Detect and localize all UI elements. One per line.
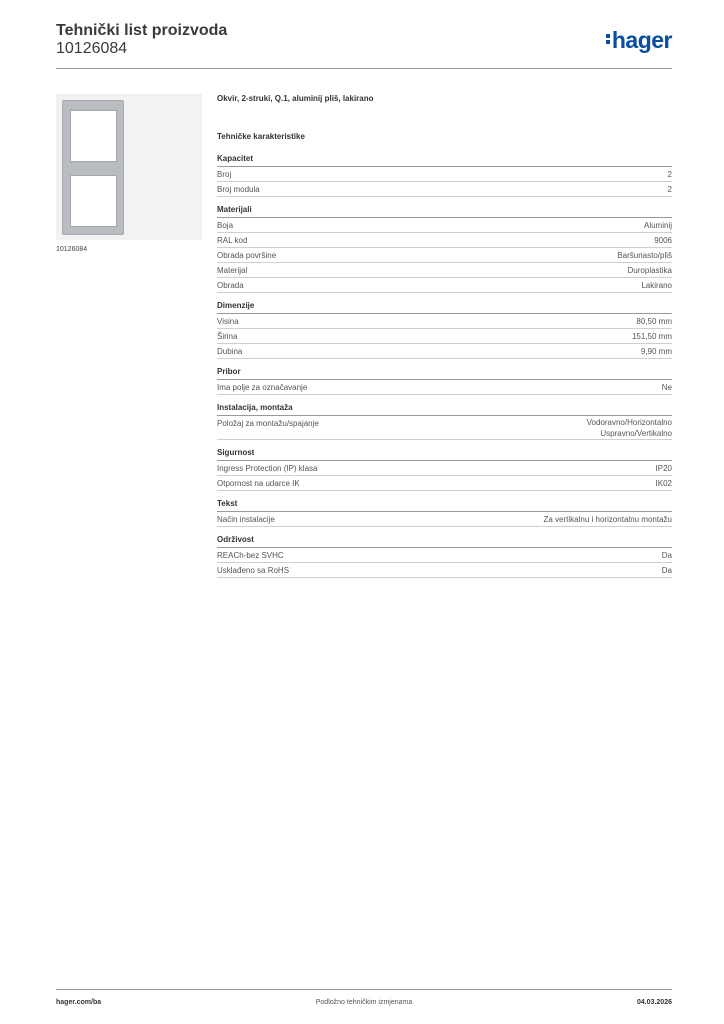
spec-row — [217, 263, 672, 278]
section-title: Pribor — [217, 367, 672, 380]
section-title: Sigurnost — [217, 448, 672, 461]
spec-label: Ima polje za označavanje — [217, 383, 308, 392]
spec-value: Baršunasto/pliš — [617, 251, 672, 260]
section-title: Instalacija, montaža — [217, 403, 672, 416]
product-name: Okvir, 2-struki, Q.1, aluminij pliš, lakirano — [217, 94, 374, 103]
spec-label: RAL kod — [217, 236, 248, 245]
spec-label: Broj — [217, 170, 232, 179]
spec-row — [217, 278, 672, 293]
frame-opening-bottom — [70, 175, 117, 227]
spec-label: Broj modula — [217, 185, 260, 194]
spec-label: Materijal — [217, 266, 248, 275]
spec-row — [217, 248, 672, 263]
spec-value: IP20 — [655, 464, 672, 473]
spec-row — [217, 461, 672, 476]
spec-value — [587, 416, 672, 439]
spec-label: Širina — [217, 332, 238, 341]
spec-value: Aluminij — [643, 221, 672, 230]
spec-row — [217, 476, 672, 491]
spec-label: Ingress Protection (IP) klasa — [217, 464, 318, 473]
document-title: Tehnički list proizvoda — [56, 22, 228, 39]
spec-row — [217, 512, 672, 527]
spec-row — [217, 344, 672, 359]
section-title: Kapacitet — [217, 154, 672, 167]
spec-section — [217, 448, 672, 491]
spec-row — [217, 314, 672, 329]
hager-logo — [606, 27, 672, 54]
double-frame-icon — [62, 100, 124, 235]
product-image — [56, 94, 202, 240]
section-title: Materijali — [217, 205, 672, 218]
section-title: Održivost — [217, 535, 672, 548]
spec-label: Obrada — [217, 281, 244, 290]
spec-label: Boja — [217, 221, 234, 230]
section-title: Dimenzije — [217, 301, 672, 314]
spec-value: 80,50 mm — [636, 317, 672, 326]
spec-row — [217, 416, 672, 440]
spec-value: Duroplastika — [627, 266, 672, 275]
document-header — [56, 21, 672, 58]
spec-section — [217, 367, 672, 395]
spec-label: REACh-bez SVHC — [217, 551, 284, 560]
spec-row — [217, 329, 672, 344]
image-caption: 10126084 — [56, 246, 88, 253]
spec-label: Usklađeno sa RoHS — [217, 566, 290, 575]
spec-value-line: Uspravno/Vertikalno — [600, 429, 672, 438]
spec-section — [217, 154, 672, 197]
frame-opening-top — [70, 110, 117, 162]
spec-value: Za vertikalnu i horizontalnu montažu — [543, 515, 672, 524]
footer-website[interactable]: hager.com/ba — [56, 999, 102, 1006]
spec-label: Položaj za montažu/spajanje — [217, 419, 319, 428]
spec-label: Visina — [217, 317, 239, 326]
spec-label: Obrada površine — [217, 251, 277, 260]
spec-section — [217, 205, 672, 293]
footer-date: 04.03.2026 — [636, 999, 672, 1006]
spec-label: Dubina — [217, 347, 243, 356]
spec-label: Način instalacije — [217, 515, 275, 524]
spec-row — [217, 167, 672, 182]
spec-sections — [217, 154, 672, 578]
footer-divider — [56, 989, 672, 990]
spec-value: Lakirano — [641, 281, 672, 290]
spec-value: Ne — [661, 383, 672, 392]
spec-row — [217, 380, 672, 395]
spec-value: 151,50 mm — [631, 332, 672, 341]
characteristics-heading: Tehničke karakteristike — [217, 132, 305, 141]
spec-row — [217, 218, 672, 233]
logo-text: hager — [611, 27, 672, 53]
header-divider — [56, 68, 672, 69]
spec-value: Da — [661, 551, 672, 560]
spec-section — [217, 499, 672, 527]
spec-section — [217, 301, 672, 359]
spec-row — [217, 548, 672, 563]
spec-value-line: Vodoravno/Horizontalno — [586, 418, 672, 427]
product-number: 10126084 — [56, 40, 128, 57]
spec-value: 2 — [667, 185, 672, 194]
footer-notice: Podložno tehničkim izmjenama — [315, 999, 413, 1006]
spec-section — [217, 535, 672, 578]
logo-dots-icon — [606, 32, 610, 46]
spec-row — [217, 233, 672, 248]
spec-value: Da — [661, 566, 672, 575]
spec-value: 2 — [667, 170, 672, 179]
spec-row — [217, 563, 672, 578]
spec-value: 9,90 mm — [640, 347, 672, 356]
spec-section — [217, 403, 672, 440]
specifications — [217, 94, 672, 578]
section-title: Tekst — [217, 499, 672, 512]
spec-value: IK02 — [655, 479, 672, 488]
spec-row — [217, 182, 672, 197]
spec-value: 9006 — [654, 236, 672, 245]
spec-label: Otpornost na udarce IK — [217, 479, 300, 488]
